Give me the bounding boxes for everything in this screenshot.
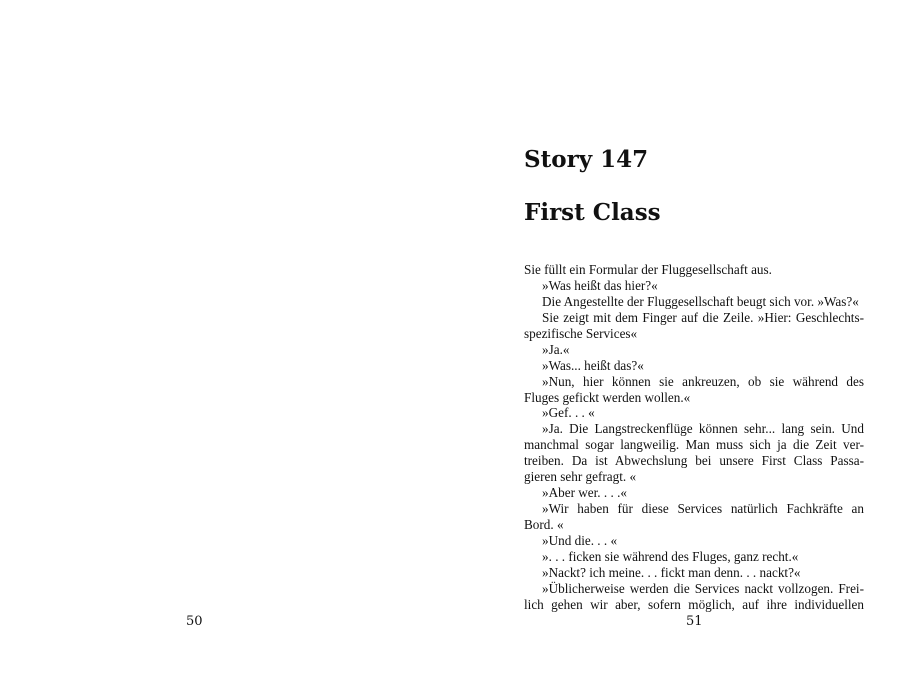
text-line: Sie zeigt mit dem Finger auf die Zeile. »Hier: Geschlechts-	[542, 309, 864, 325]
text-line: »Ja.«	[542, 341, 570, 357]
text-line: Fluges gefickt werden wollen.«	[524, 389, 691, 405]
text-line: Bord. «	[524, 517, 564, 532]
text-line: »Und die. . . «	[542, 532, 618, 548]
story-heading: Story 147	[524, 146, 649, 173]
text-line: Die Angestellte der Fluggesellschaft beugt sich vor. »Was?«	[542, 293, 859, 309]
text-line: »Ja. Die Langstreckenflüge können sehr... lang sein. Und	[542, 421, 864, 437]
text-line: »Wir haben für diese Services natürlich Fachkräfte an	[542, 501, 864, 517]
text-line: lich gehen wir aber, sofern möglich, auf ihre individuellen	[524, 596, 864, 612]
story-text	[524, 262, 864, 613]
text-line: »Üblicherweise werden die Services nackt vollzogen. Frei-	[542, 580, 864, 596]
text-line: spezifische Services«	[524, 325, 638, 341]
page-number-right: 51	[686, 614, 703, 629]
text-line: »Aber wer. . . .«	[542, 485, 627, 501]
story-title: First Class	[524, 199, 661, 226]
text-line: »Nun, hier können sie ankreuzen, ob sie während des	[542, 373, 864, 389]
text-line: gieren sehr gefragt. «	[524, 469, 637, 485]
text-line: »Was heißt das hier?«	[542, 277, 658, 293]
text-line: ». . . ficken sie während des Fluges, ganz recht.«	[542, 548, 799, 564]
right-page	[450, 0, 900, 676]
text-line: manchmal sogar langweilig. Man muss sich ja die Zeit ver-	[524, 437, 864, 453]
page-number-left: 50	[186, 614, 203, 629]
text-line: »Was... heißt das?«	[542, 357, 644, 373]
text-line: treiben. Da ist Abwechslung bei unsere First Class Passa-	[524, 453, 864, 469]
text-line: »Nackt? ich meine. . . fickt man denn. . . nackt?«	[542, 564, 801, 580]
text-line: Sie füllt ein Formular der Fluggesellschaft aus.	[524, 262, 772, 277]
text-line: »Gef. . . «	[542, 405, 595, 421]
